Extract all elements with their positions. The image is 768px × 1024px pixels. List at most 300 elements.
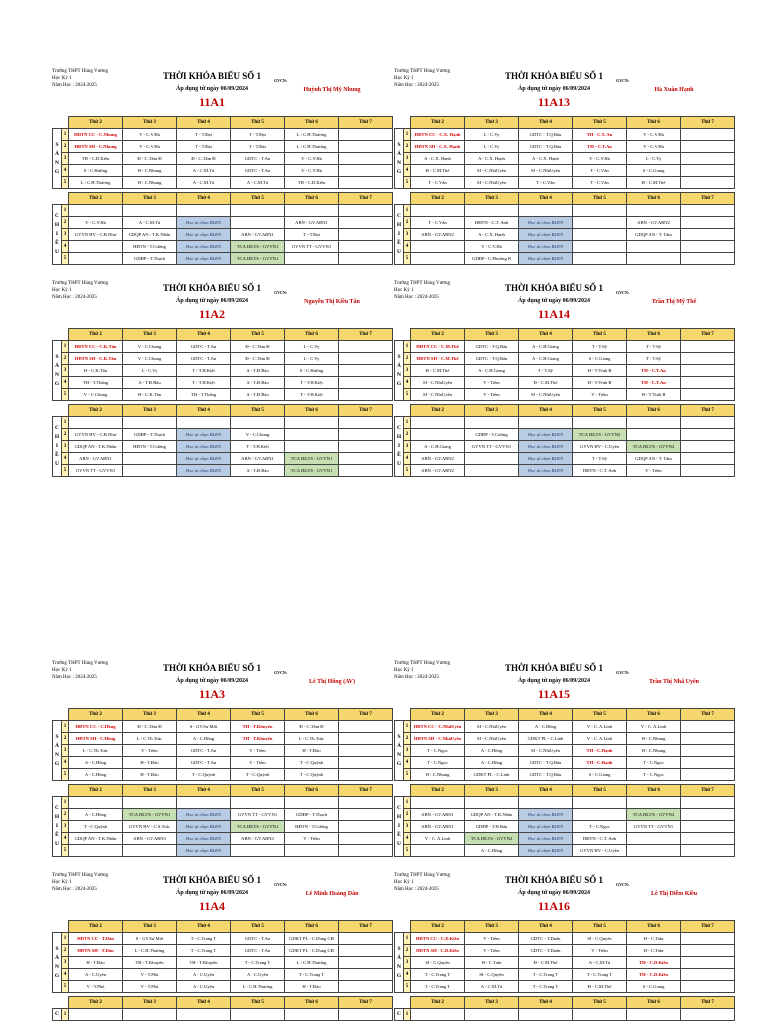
lesson-cell: TH - T.Khuyến (123, 957, 177, 969)
header-spacer (404, 921, 411, 933)
lesson-cell (339, 153, 393, 165)
lesson-cell: V - C.V.Hà (69, 217, 123, 229)
lesson-cell: A - C.M.Tú (573, 957, 627, 969)
session-letter: C (397, 425, 401, 431)
lesson-cell: GVVN HV - C.Uyên (573, 441, 627, 453)
lesson-cell: GDTC - T.Q.Báu (519, 141, 573, 153)
lesson-cell (339, 177, 393, 189)
session-letter: G (396, 972, 402, 979)
lesson-cell: GVVN HV - C.S.Trúc (123, 821, 177, 833)
lesson-cell: HĐTN - C.T. Anh (465, 217, 519, 229)
session-letter: I (397, 443, 401, 449)
day-header: Thứ 6 (285, 785, 339, 797)
session-letter: S (397, 353, 401, 360)
lesson-cell (339, 377, 393, 389)
apply-date: Áp dụng từ ngày 06/09/2024 (176, 678, 248, 684)
period-row (395, 733, 735, 745)
school-info-line: Trường THPT Hùng Vương (394, 69, 450, 74)
period-row (395, 969, 735, 981)
lesson-cell (339, 957, 393, 969)
session-letter: N (397, 159, 401, 166)
lesson-cell: S - C.Giang (627, 981, 681, 993)
lesson-cell: H - T.Đào (123, 769, 177, 781)
lesson-cell: L - C.Th.Trúc (285, 733, 339, 745)
period-row (395, 365, 735, 377)
lesson-cell: A - C.Hồng (465, 745, 519, 757)
class-name: 11A2 (198, 307, 225, 321)
period-number: 1 (62, 129, 69, 141)
period-row (53, 241, 393, 253)
lesson-cell: HĐTN CC - C.Hồng (69, 721, 123, 733)
period-number: 5 (62, 253, 69, 265)
lesson-cell: V - Tiểm (285, 833, 339, 845)
day-header: Thứ 6 (627, 997, 681, 1009)
lesson-cell (339, 833, 393, 845)
lesson-cell: HĐTN - T.Cường (285, 821, 339, 833)
session-letter: H (54, 222, 60, 228)
lesson-cell: A - C.Uyên (69, 969, 123, 981)
lesson-cell (573, 241, 627, 253)
lesson-cell: GDQP AN - T.K.Nhân (69, 441, 123, 453)
lesson-cell: V - C.Chung (123, 353, 177, 365)
period-row (395, 177, 735, 189)
period-number: 3 (62, 229, 69, 241)
lesson-cell: TH - C.T.An (627, 365, 681, 377)
lesson-cell: A - C.H.Giang (411, 441, 465, 453)
day-header: Thứ 5 (231, 785, 285, 797)
header-spacer (404, 329, 411, 341)
period-number: 2 (404, 353, 411, 365)
lesson-cell: Đ - C.M.Thế (519, 377, 573, 389)
lesson-cell (519, 205, 573, 217)
lesson-cell: A - T.Đ.Báu (231, 465, 285, 477)
lesson-cell: L - C.Vy (465, 129, 519, 141)
day-header: Thứ 4 (519, 997, 573, 1009)
lesson-cell: H - T.Vinh B (627, 389, 681, 401)
period-number: 3 (404, 957, 411, 969)
lesson-cell: GDĐP - T.H.Báu (465, 821, 519, 833)
period-row (53, 465, 393, 477)
period-row (395, 141, 735, 153)
lesson-cell: HĐTN CC - T.Dân (69, 933, 123, 945)
lesson-cell (573, 1009, 627, 1021)
lesson-cell (465, 465, 519, 477)
session-letter: Ề (397, 452, 401, 458)
lesson-cell: T - C.Vân (573, 177, 627, 189)
lesson-cell: SI - C.Quyên (465, 969, 519, 981)
lesson-cell (573, 809, 627, 821)
period-row (53, 129, 393, 141)
afternoon-label (53, 417, 62, 477)
lesson-cell: T - C.Trang T (177, 945, 231, 957)
homeroom-label: GVCN: (616, 882, 630, 887)
session-letter: H (54, 814, 60, 820)
day-header: Thứ 6 (627, 329, 681, 341)
timetable-11a16 (394, 872, 734, 1021)
timetable-title: THỜI KHÓA BIỂU SỐ 1 (162, 71, 262, 81)
lesson-cell (339, 733, 393, 745)
lesson-cell (285, 205, 339, 217)
lesson-cell: GDTC - T.Q.Báu (519, 757, 573, 769)
lesson-cell: A - C.Hồng (69, 757, 123, 769)
day-header: Thứ 6 (285, 997, 339, 1009)
day-header: Thứ 4 (177, 997, 231, 1009)
header-spacer (53, 997, 62, 1009)
period-number: 1 (62, 1009, 69, 1021)
timetable-title: THỜI KHÓA BIỂU SỐ 1 (504, 875, 604, 885)
lesson-cell (411, 845, 465, 857)
day-header: Thứ 6 (285, 405, 339, 417)
lesson-cell: GDQP AN - T.K.Nhân (465, 809, 519, 821)
lesson-cell (285, 429, 339, 441)
lesson-cell: H - T.Đào (285, 745, 339, 757)
lesson-cell (681, 353, 735, 365)
lesson-cell: V - C.V.Hà (627, 141, 681, 153)
lesson-cell: GDKT PL - C.Dung CĐ (285, 945, 339, 957)
lesson-cell: Đ - C.M.Thế (411, 365, 465, 377)
header-spacer (404, 997, 411, 1009)
day-header: Thứ 4 (177, 329, 231, 341)
period-row (395, 797, 735, 809)
lesson-cell: S - GV.Sư Mới (123, 933, 177, 945)
lesson-cell: A - T.Đ.Báu (123, 377, 177, 389)
period-row (53, 353, 393, 365)
timetable-11a15 (394, 660, 734, 857)
day-header: Thứ 4 (177, 193, 231, 205)
lesson-cell: ABN - GV.ABN1 (411, 821, 465, 833)
day-header: Thứ 5 (573, 709, 627, 721)
lesson-cell: L - C.H.Thương (123, 945, 177, 957)
school-info-line: Năm Học : 2024-2025 (394, 295, 439, 300)
lesson-cell (339, 797, 393, 809)
period-row (53, 453, 393, 465)
lesson-cell: T - T.H.Kiệt (285, 377, 339, 389)
header-spacer (62, 709, 69, 721)
school-info-line: Năm Học : 2024-2025 (394, 887, 439, 892)
lesson-cell: SI - C.Quyên (573, 933, 627, 945)
lesson-cell: T - C.Trang T (411, 981, 465, 993)
day-header: Thứ 5 (573, 193, 627, 205)
day-header: Thứ 3 (465, 709, 519, 721)
day-header: Thứ 2 (69, 117, 123, 129)
lesson-cell: T - C.Trang T (519, 969, 573, 981)
day-header: Thứ 4 (519, 117, 573, 129)
lesson-cell (339, 365, 393, 377)
lesson-cell: ABN - GV.ABN2 (627, 217, 681, 229)
lesson-cell: Học tự chọn BLKN (519, 821, 573, 833)
period-number: 3 (62, 365, 69, 377)
lesson-cell (627, 797, 681, 809)
lesson-cell: T - C.Ngọc (627, 757, 681, 769)
period-row (53, 833, 393, 845)
session-letter: N (55, 751, 59, 758)
lesson-cell (573, 205, 627, 217)
lesson-cell (69, 253, 123, 265)
lesson-cell (339, 745, 393, 757)
lesson-cell: Học tự chọn BLKN (519, 229, 573, 241)
lesson-cell (573, 217, 627, 229)
lesson-cell: HĐTN - T.Cường (123, 241, 177, 253)
lesson-cell: V - T.Phú (69, 981, 123, 993)
lesson-cell (231, 217, 285, 229)
header-spacer (404, 405, 411, 417)
lesson-cell: Đ - C.M.Thế (627, 177, 681, 189)
period-number: 5 (62, 769, 69, 781)
lesson-cell: Học tự chọn BLKN (519, 465, 573, 477)
lesson-cell: HĐTN CC - C.D.Kiều (411, 933, 465, 945)
lesson-cell: SI - C.NhiUyên (465, 721, 519, 733)
lesson-cell (411, 797, 465, 809)
school-info-line: Năm Học : 2024-2025 (52, 295, 97, 300)
lesson-cell: A - C.H.Giang (519, 353, 573, 365)
lesson-cell: HĐTN SH - C.Hồng (69, 733, 123, 745)
lesson-cell (285, 797, 339, 809)
lesson-cell (465, 417, 519, 429)
lesson-cell: GVVN TT - GVVN1 (285, 241, 339, 253)
lesson-cell (339, 129, 393, 141)
period-number: 2 (62, 733, 69, 745)
lesson-cell: T - T.Sỹ (573, 453, 627, 465)
day-header: Thứ 6 (627, 709, 681, 721)
timetable-header (52, 872, 392, 920)
day-header: Thứ 3 (123, 117, 177, 129)
lesson-cell: GDQP AN - T.K.Nhân (123, 229, 177, 241)
lesson-cell: S - GV.Sư Mới (177, 721, 231, 733)
header-spacer (404, 709, 411, 721)
lesson-cell (123, 797, 177, 809)
lesson-cell: V - C. A.Linh (573, 721, 627, 733)
lesson-cell: L - C.Vy (627, 153, 681, 165)
lesson-cell: T - C.Ngọc (411, 757, 465, 769)
header-spacer (395, 997, 404, 1009)
lesson-cell: S - C.Hường (69, 165, 123, 177)
session-letter: U (55, 461, 59, 467)
period-number: 1 (404, 341, 411, 353)
lesson-cell: TH - C.Hạnh (573, 757, 627, 769)
period-number: 2 (404, 809, 411, 821)
lesson-cell (339, 205, 393, 217)
lesson-cell: TH - C.T.An (627, 377, 681, 389)
period-number: 3 (62, 745, 69, 757)
apply-date: Áp dụng từ ngày 06/09/2024 (518, 678, 590, 684)
day-header: Thứ 5 (231, 405, 285, 417)
lesson-cell: A - T.Đ.Báu (231, 389, 285, 401)
period-row (395, 129, 735, 141)
lesson-cell: Học tự chọn BLKN (519, 845, 573, 857)
lesson-cell: V - Tiểm (465, 377, 519, 389)
header-spacer (53, 405, 62, 417)
apply-date: Áp dụng từ ngày 06/09/2024 (518, 890, 590, 896)
lesson-cell (339, 969, 393, 981)
header-spacer (395, 785, 404, 797)
lesson-cell: A - C.Hồng (69, 769, 123, 781)
session-letter: Á (55, 150, 59, 157)
day-header: Thứ 2 (69, 193, 123, 205)
day-header: Thứ 4 (519, 785, 573, 797)
lesson-cell: Đ - C.M.Thế (573, 981, 627, 993)
school-info (394, 280, 474, 301)
period-number: 3 (404, 153, 411, 165)
lesson-cell (123, 417, 177, 429)
homeroom-label: GVCN: (274, 670, 288, 675)
period-row (53, 253, 393, 265)
period-row (53, 377, 393, 389)
lesson-cell (231, 205, 285, 217)
lesson-cell (339, 933, 393, 945)
lesson-cell (681, 389, 735, 401)
period-number: 5 (62, 389, 69, 401)
homeroom-label: GVCN: (616, 78, 630, 83)
lesson-cell: A - C.M.Tú (177, 177, 231, 189)
day-header: Thứ 6 (285, 117, 339, 129)
afternoon-label (395, 417, 404, 477)
lesson-cell: T - T.Đạt (285, 229, 339, 241)
lesson-cell: H - T.Đào (123, 757, 177, 769)
lesson-cell: A - C.Uyên (231, 969, 285, 981)
period-row (395, 441, 735, 453)
lesson-cell (69, 797, 123, 809)
lesson-cell (339, 453, 393, 465)
period-number: 2 (404, 429, 411, 441)
session-letter: Ề (55, 832, 59, 838)
period-row (53, 821, 393, 833)
lesson-cell: TCA IELTS - GVVN1 (123, 809, 177, 821)
lesson-cell (69, 205, 123, 217)
day-header: Thứ 4 (177, 405, 231, 417)
period-number: 1 (404, 417, 411, 429)
lesson-cell: V - C.V.Hà (627, 129, 681, 141)
day-header: Thứ 7 (681, 329, 735, 341)
lesson-cell: H - C.Nhung (123, 165, 177, 177)
lesson-cell: L - C.H.Thương (69, 177, 123, 189)
period-number: 4 (62, 453, 69, 465)
timetable-header (394, 68, 734, 116)
lesson-cell: Học tự chọn BLKN (519, 217, 573, 229)
school-info-line: Năm Học : 2024-2025 (394, 83, 439, 88)
header-spacer (62, 329, 69, 341)
lesson-cell: T - C.Quỳnh (285, 757, 339, 769)
period-row (395, 809, 735, 821)
lesson-cell: TH - C.D.Kiều (69, 153, 123, 165)
lesson-cell (681, 969, 735, 981)
lesson-cell: GDKT PL - C.Linh (465, 769, 519, 781)
morning-label (53, 341, 62, 401)
class-name: 11A15 (537, 687, 570, 701)
lesson-cell: S - C.Giang (573, 769, 627, 781)
lesson-cell (339, 981, 393, 993)
morning-label (395, 129, 404, 189)
period-row (53, 809, 393, 821)
period-number: 3 (404, 229, 411, 241)
period-number: 4 (62, 969, 69, 981)
session-letter: Á (397, 150, 401, 157)
morning-label (395, 341, 404, 401)
period-row (395, 389, 735, 401)
period-row (395, 769, 735, 781)
lesson-cell (681, 177, 735, 189)
lesson-cell: HĐTN CC - C.Nhung (69, 129, 123, 141)
period-row (395, 845, 735, 857)
lesson-cell: Học tự chọn BLKN (177, 253, 231, 265)
lesson-cell: H - C.Nhung (627, 745, 681, 757)
header-spacer (62, 117, 69, 129)
class-name: 11A14 (537, 307, 570, 321)
lesson-cell: A - C.X. Hạnh (465, 153, 519, 165)
lesson-cell: TCA IELTS - GVVN2 (573, 429, 627, 441)
lesson-cell: T - T.Đạt (231, 141, 285, 153)
lesson-cell: ABN - GV.ABN1 (411, 809, 465, 821)
class-name: 11A3 (198, 687, 225, 701)
lesson-cell: T - C.Vân (519, 177, 573, 189)
school-info (52, 660, 132, 681)
lesson-cell: GDQP AN - T.K.Nhân (69, 833, 123, 845)
period-row (53, 441, 393, 453)
lesson-cell: Đ - C.M.Thế (411, 165, 465, 177)
day-header: Thứ 7 (339, 117, 393, 129)
school-info-line: Trường THPT Hùng Vương (394, 281, 450, 286)
lesson-cell (681, 377, 735, 389)
period-row (395, 153, 735, 165)
homeroom-label: GVCN: (274, 882, 288, 887)
period-number: 4 (404, 241, 411, 253)
lesson-cell: A - C.H.Giang (519, 341, 573, 353)
period-number: 2 (404, 217, 411, 229)
session-letter: G (54, 380, 60, 387)
lesson-cell: L - C.H.Thương (285, 141, 339, 153)
session-letter: Á (397, 954, 401, 961)
lesson-cell: GDTC - T.Duẩn (519, 945, 573, 957)
timetable-header (52, 660, 392, 708)
lesson-cell (681, 217, 735, 229)
lesson-cell: TH - T.Thắng (69, 377, 123, 389)
lesson-cell: GVVN HV - C.B.Như (69, 229, 123, 241)
session-letter: N (55, 371, 59, 378)
period-row (395, 453, 735, 465)
session-letter: G (54, 168, 60, 175)
day-header: Thứ 7 (681, 117, 735, 129)
lesson-cell (465, 205, 519, 217)
school-info-line: Trường THPT Hùng Vương (52, 69, 108, 74)
lesson-cell: L - C.Th.Trúc (123, 733, 177, 745)
period-row (53, 429, 393, 441)
lesson-cell (681, 981, 735, 993)
header-spacer (62, 997, 69, 1009)
day-header: Thứ 3 (465, 329, 519, 341)
period-number: 5 (404, 845, 411, 857)
day-header: Thứ 4 (177, 785, 231, 797)
period-number: 2 (62, 217, 69, 229)
lesson-cell (69, 417, 123, 429)
day-header: Thứ 3 (465, 997, 519, 1009)
period-number: 4 (404, 757, 411, 769)
lesson-cell: V - C.V.Hà (285, 153, 339, 165)
lesson-cell (339, 353, 393, 365)
school-info-line: Năm Học : 2024-2025 (394, 675, 439, 680)
lesson-cell: GDĐP - T.Thạch (285, 809, 339, 821)
day-header: Thứ 2 (411, 117, 465, 129)
day-header: Thứ 3 (465, 117, 519, 129)
timetable-11a13 (394, 68, 734, 265)
session-letter: U (397, 841, 401, 847)
session-letter: I (397, 823, 401, 829)
lesson-cell: GDĐP - C.Phương B (465, 253, 519, 265)
session-letter: U (55, 249, 59, 255)
lesson-cell: TH - T.Khuyến (231, 721, 285, 733)
lesson-cell (69, 1009, 123, 1021)
lesson-cell: TH - C.T. An (573, 129, 627, 141)
lesson-cell: T - C.Trang T (519, 981, 573, 993)
period-number: 3 (62, 821, 69, 833)
